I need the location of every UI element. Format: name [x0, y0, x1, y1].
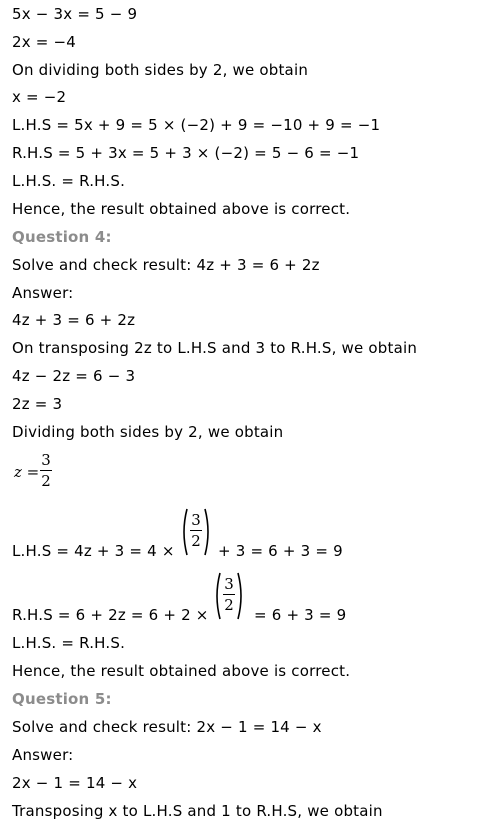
rhs-check-line: R.H.S = 5 + 3x = 5 + 3 × (−2) = 5 − 6 = −1 — [12, 144, 360, 162]
answer-label: Answer: — [12, 284, 74, 302]
equation-line: 5x − 3x = 5 − 9 — [12, 5, 138, 23]
fraction-numerator: 3 — [191, 511, 201, 529]
fraction-denominator: 2 — [41, 472, 51, 491]
rhs-check-before: R.H.S = 6 + 2z = 6 + 2 × — [12, 606, 209, 624]
fraction-denominator: 2 — [224, 596, 234, 615]
equation-line: 2z = 3 — [12, 395, 63, 413]
z-equals-label: z = — [14, 463, 40, 481]
equation-line: 4z + 3 = 6 + 2z — [12, 311, 136, 329]
conclusion-line: Hence, the result obtained above is correct. — [12, 662, 351, 680]
equation-line: x = −2 — [12, 88, 67, 106]
fraction-bar — [40, 470, 52, 471]
question-heading: Question 4: — [12, 228, 112, 246]
text-line: Transposing x to L.H.S and 1 to R.H.S, we obtain — [12, 802, 383, 820]
lhs-check-line: L.H.S = 5x + 9 = 5 × (−2) + 9 = −10 + 9 = −1 — [12, 116, 381, 134]
equality-line: L.H.S. = R.H.S. — [12, 172, 126, 190]
answer-label: Answer: — [12, 746, 74, 764]
rhs-paren-fraction — [213, 571, 245, 621]
fraction-bar — [223, 594, 235, 595]
equation-line: 2x − 1 = 14 − x — [12, 774, 138, 792]
question-text: Solve and check result: 4z + 3 = 6 + 2z — [12, 256, 320, 274]
fraction-denominator: 2 — [191, 532, 201, 551]
lhs-check-before: L.H.S = 4z + 3 = 4 × — [12, 542, 175, 560]
lhs-check-after: + 3 = 6 + 3 = 9 — [218, 542, 343, 560]
z-fraction — [40, 451, 52, 490]
rhs-check-after: = 6 + 3 = 9 — [254, 606, 347, 624]
conclusion-line: Hence, the result obtained above is correct. — [12, 200, 351, 218]
fraction-numerator: 3 — [224, 575, 234, 593]
text-line: On dividing both sides by 2, we obtain — [12, 61, 309, 79]
fraction-bar — [190, 530, 202, 531]
equality-line: L.H.S. = R.H.S. — [12, 634, 126, 652]
fraction-numerator: 3 — [41, 451, 51, 469]
question-text: Solve and check result: 2x − 1 = 14 − x — [12, 718, 322, 736]
lhs-paren-fraction — [180, 507, 212, 557]
text-line: On transposing 2z to L.H.S and 3 to R.H.S, we obtain — [12, 339, 418, 357]
equation-line: 2x = −4 — [12, 33, 77, 51]
question-heading: Question 5: — [12, 690, 112, 708]
text-line: Dividing both sides by 2, we obtain — [12, 423, 284, 441]
equation-line: 4z − 2z = 6 − 3 — [12, 367, 136, 385]
